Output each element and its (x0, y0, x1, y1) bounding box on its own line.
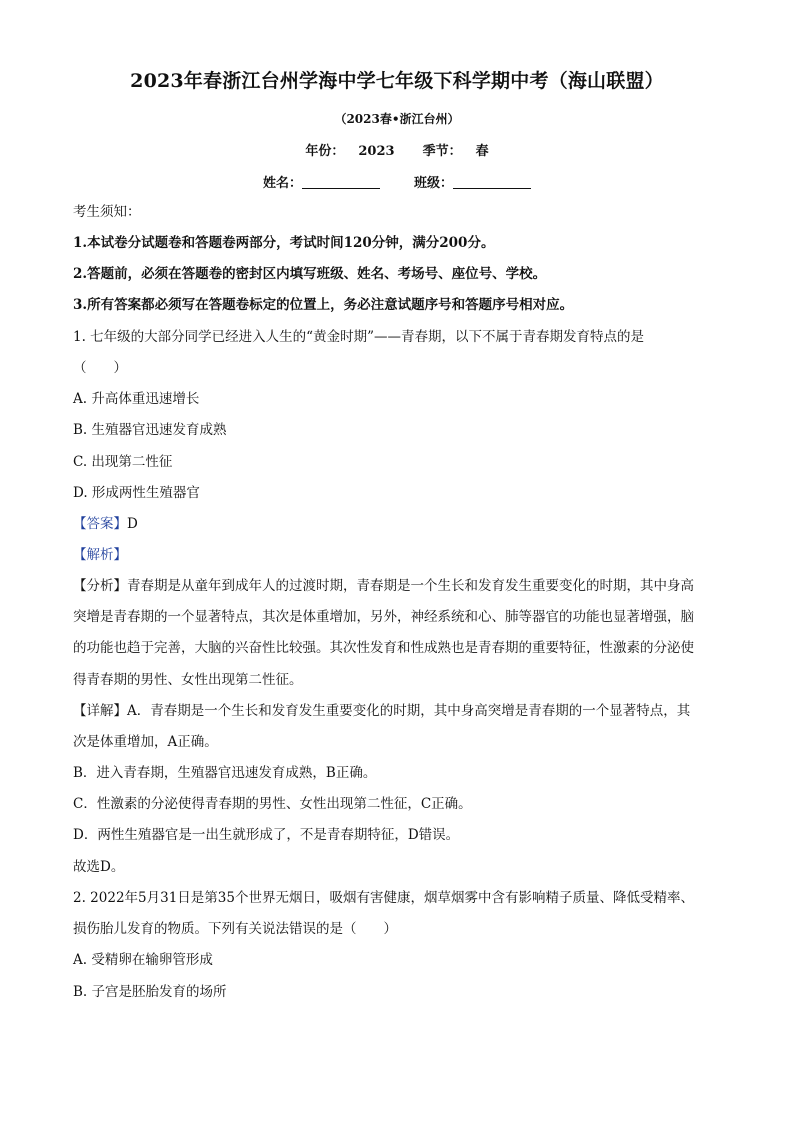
notice-item-2: 2.答题前，必须在答题卷的密封区内填写班级、姓名、考场号、座位号、学校。 (73, 266, 547, 282)
xiangjie-line6: 故选D。 (73, 859, 125, 875)
q2-stem-line1: 2. 2022年5月31日是第35个世界无烟日，吸烟有害健康，烟草烟雾中含有影响精子质量、降低受精率、 (73, 890, 694, 906)
xiangjie-text-1: A．青春期是一个生长和发育发生重要变化的时期，其中身高突增是青春期的一个显著特点，其 (127, 703, 691, 719)
q2-option-a: A. 受精卵在输卵管形成 (73, 952, 213, 968)
class-label: 班级： (414, 176, 454, 191)
answer-value: D (127, 516, 138, 532)
fenxi-text-1: 青春期是从童年到成年人的过渡时期，青春期是一个生长和发育发生重要变化的时期，其中身高 (127, 578, 694, 594)
notice-item-1: 1.本试卷分试题卷和答题卷两部分，考试时间120分钟，满分200分。 (73, 235, 495, 251)
season-value: 春 (475, 144, 489, 159)
q1-stem-line1: 1. 七年级的大部分同学已经进入人生的“黄金时期”——青春期，以下不属于青春期发育特点的是 (73, 329, 644, 345)
analysis-tag: 【解析】 (73, 547, 127, 563)
xiangjie-line2: 次是体重增加，A正确。 (73, 734, 218, 750)
xiangjie-line5: D．两性生殖器官是一出生就形成了，不是青春期特征，D错误。 (73, 827, 460, 843)
season-label: 季节： (422, 144, 462, 159)
exam-title: 2023年春浙江台州学海中学七年级下科学期中考（海山联盟） (130, 70, 664, 92)
xiangjie-line4: C．性激素的分泌使得青春期的男性、女性出现第二性征，C正确。 (73, 796, 472, 812)
class-blank[interactable] (453, 174, 531, 189)
q1-stem-line2: （ ） (73, 360, 127, 376)
q1-option-b: B. 生殖器官迅速发育成熟 (73, 422, 227, 438)
name-label: 姓名： (262, 176, 302, 191)
year-season-row (0, 140, 794, 159)
q1-option-c: C. 出现第二性征 (73, 454, 173, 470)
fenxi-line1 (73, 577, 733, 595)
exam-subtitle: （2023春•浙江台州） (334, 112, 460, 126)
year-label: 年份： (305, 144, 345, 159)
xiangjie-line1 (73, 702, 733, 720)
q1-answer (73, 515, 733, 533)
q1-option-d: D. 形成两性生殖器官 (73, 485, 200, 501)
fenxi-line4: 得青春期的男性、女性出现第二性征。 (73, 672, 303, 688)
fenxi-line2: 突增是青春期的一个显著特点，其次是体重增加，另外，神经系统和心、肺等器官的功能也显著增强，脑 (73, 609, 694, 625)
xiangjie-line3: B．进入青春期，生殖器官迅速发育成熟，B正确。 (73, 765, 377, 781)
notice-heading: 考生须知： (73, 204, 141, 220)
year-value: 2023 (358, 144, 395, 159)
name-class-row (0, 172, 794, 191)
fenxi-line3: 的功能也趋于完善，大脑的兴奋性比较强。其次性发育和性成熟也是青春期的重要特征，性激素的分泌使 (73, 640, 694, 656)
name-blank[interactable] (302, 174, 380, 189)
answer-tag: 【答案】 (73, 516, 127, 532)
notice-item-3: 3.所有答案都必须写在答题卷标定的位置上，务必注意试题序号和答题序号相对应。 (73, 297, 574, 313)
fenxi-tag: 【分析】 (73, 578, 127, 594)
xiangjie-tag: 【详解】 (73, 703, 127, 719)
q2-option-b: B. 子宫是胚胎发育的场所 (73, 984, 227, 1000)
q1-option-a: A. 升高体重迅速增长 (73, 391, 200, 407)
q2-stem-line2: 损伤胎儿发育的物质。下列有关说法错误的是（ ） (73, 921, 397, 937)
